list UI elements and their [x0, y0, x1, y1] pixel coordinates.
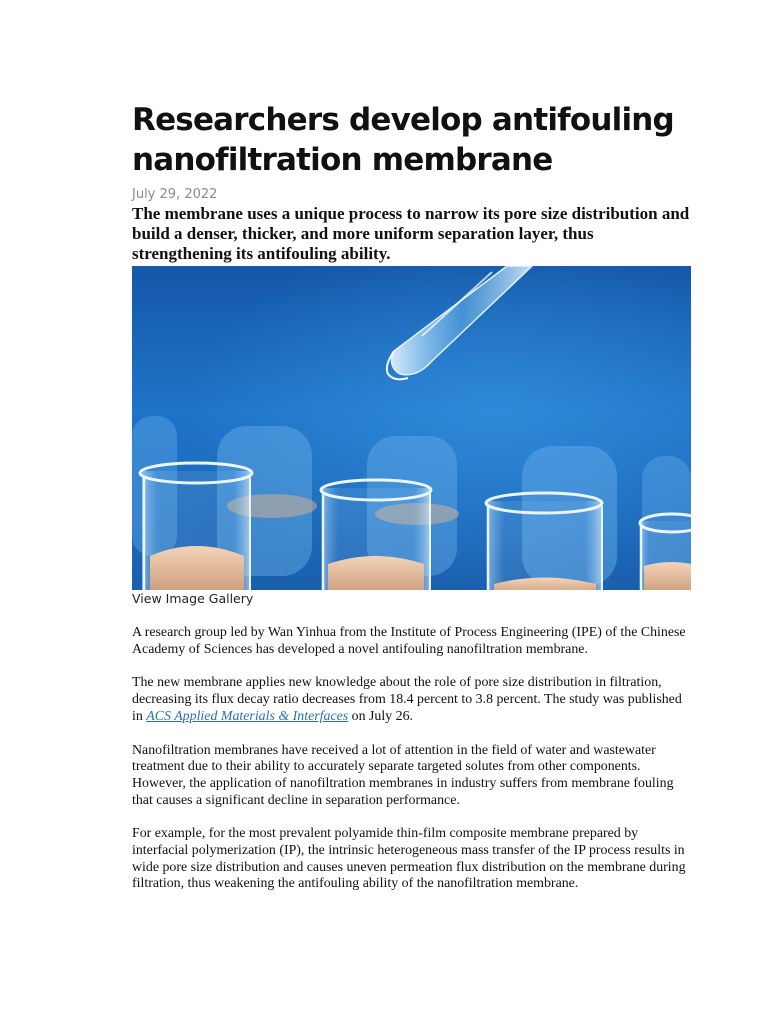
journal-link[interactable]: ACS Applied Materials & Interfaces — [146, 708, 349, 724]
article — [132, 100, 692, 893]
paragraph-4: For example, for the most prevalent polyamide thin-film composite membrane prepared by interfacial polymerization (IP), the intrinsic heterogeneous mass transfer of the IP process results in wide pore size distribution and causes uneven permeation flux distribution on the membrane during filtration, thus weakening the antifouling ability of the nanofiltration membrane. — [132, 826, 686, 892]
headline: Researchers develop antifouling nanofiltration membrane — [132, 102, 674, 178]
hero-image[interactable] — [132, 266, 691, 590]
subheadline: The membrane uses a unique process to narrow its pore size distribution and build a denser, thicker, and more uniform separation layer, thus strengthening its antifouling ability. — [132, 204, 690, 263]
publish-date: July 29, 2022 — [132, 187, 218, 202]
paragraph-3: Nanofiltration membranes have received a lot of attention in the field of water and wastewater treatment due to their ability to accurately separate targeted solutes from other components. However, the application of nanofiltration membranes in industry suffers from membrane fouling that causes a significant decline in separation performance. — [132, 742, 674, 808]
paragraph-2-text-before: The new membrane applies new knowledge about the role of pore size distribution in filtration, decreasing its flux decay ratio decreases from 18.4 percent to 3.8 percent. The study was published in — [132, 675, 682, 724]
paragraph-2 — [132, 675, 692, 725]
view-image-gallery-link[interactable]: View Image Gallery — [132, 591, 254, 606]
paragraph-2-text-after: on July 26. — [348, 708, 414, 724]
paragraph-1: A research group led by Wan Yinhua from the Institute of Process Engineering (IPE) of the Chinese Academy of Sciences has developed a novel antifouling nanofiltration membrane. — [132, 625, 686, 657]
